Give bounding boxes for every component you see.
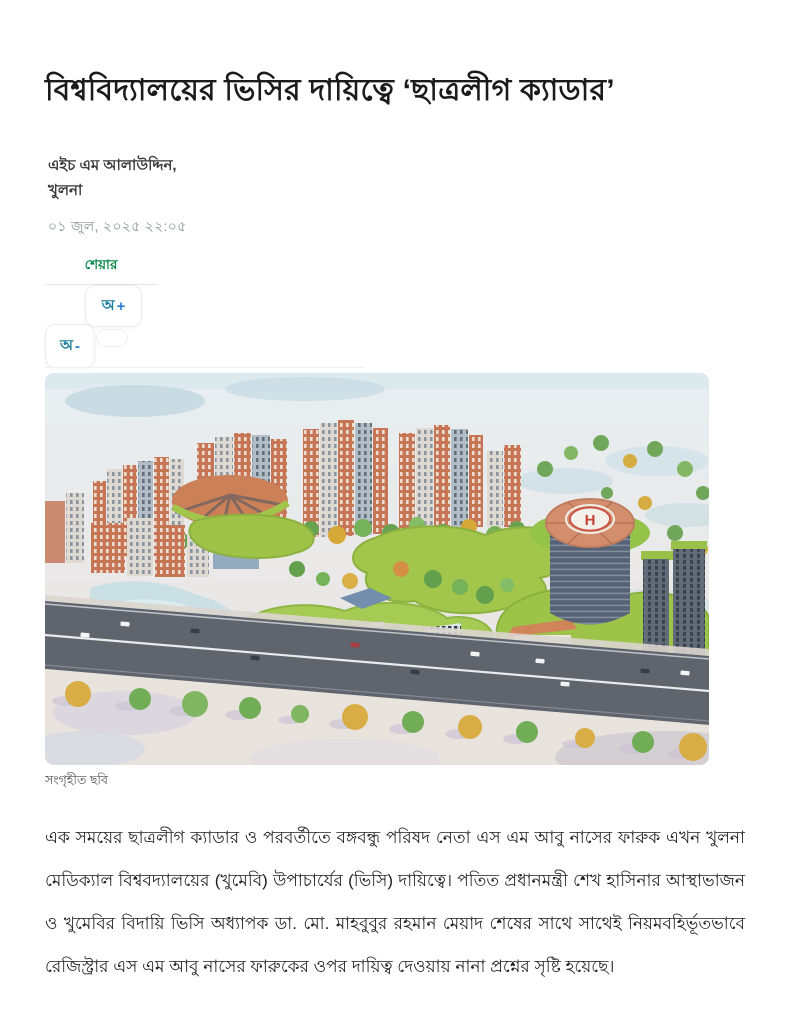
campus-rendering-illustration	[45, 373, 709, 765]
font-increase-letter: অ	[101, 296, 115, 314]
article-body: এক সময়ের ছাত্রলীগ ক্যাডার ও পরবর্তীতে বঙ্গবন্ধু পরিষদ নেতা এস এম আবু নাসের ফারুক এখন খুলনা মেডিক্যাল বিশ্ববদ্যালয়ের (খুমেবি) উপাচার্যের (ভিসি) দায়িত্বে। পতিত প্রধানমন্ত্রী শেখ হাসিনার আস্থাভাজন ও খুমেবির বিদায়ি ভিসি অধ্যাপক ডা. মো. মাহবুবুর রহমান মেয়াদ শেষের সাথে সাথেই নিয়মবহির্ভূতভাবে রেজিস্ট্রার এস এম আবু নাসের ফারুকের ওপর দায়িত্ব দেওয়ায় নানা প্রশ্নের সৃষ্টি হয়েছে।	[45, 828, 745, 976]
photo-wash	[45, 373, 709, 765]
author-block	[48, 153, 177, 203]
plus-icon: +	[116, 297, 126, 315]
minus-icon: -	[75, 337, 80, 355]
author-name: এইচ এম আলাউদ্দিন,	[48, 157, 177, 174]
share-button[interactable]: শেয়ার	[84, 257, 118, 272]
image-caption: সংগৃহীত ছবি	[45, 773, 108, 787]
publish-datetime: ০১ জুল, ২০২৫ ২২:০৫	[48, 218, 187, 234]
font-decrease-button[interactable]	[45, 324, 95, 368]
section-divider	[45, 367, 365, 368]
article-image	[45, 373, 709, 765]
share-section	[45, 254, 157, 285]
helipad-h-label: H	[584, 512, 596, 529]
empty-share-button[interactable]	[96, 329, 128, 347]
font-increase-button[interactable]	[85, 285, 142, 327]
author-location: খুলনা	[48, 182, 83, 199]
article-title: বিশ্ববিদ্যালয়ের ভিসির দায়িত্বে ‘ছাত্রলীগ ক্যাডার’	[45, 74, 615, 108]
font-decrease-letter: অ	[60, 336, 73, 354]
